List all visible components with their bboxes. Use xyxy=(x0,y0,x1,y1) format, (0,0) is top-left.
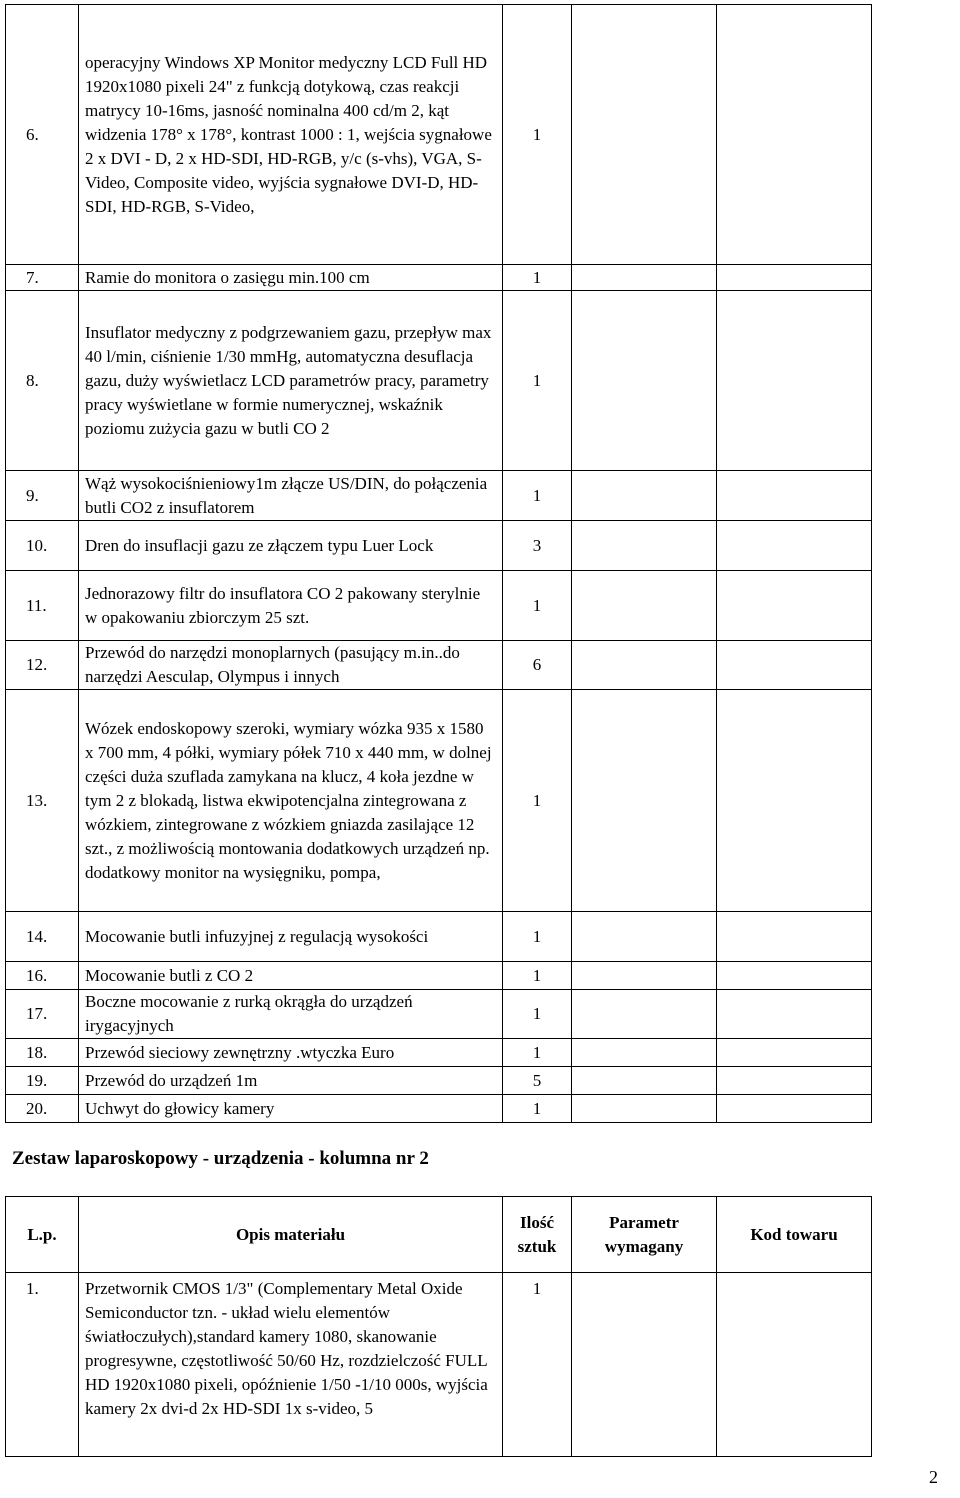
table-row xyxy=(6,1095,872,1123)
row-parameter xyxy=(572,471,717,521)
row-quantity: 1 xyxy=(503,912,572,962)
row-description: Mocowanie butli infuzyjnej z regulacją wysokości xyxy=(79,912,503,962)
table-row xyxy=(6,265,872,291)
row-number: 9. xyxy=(6,471,79,521)
row-description: Boczne mocowanie z rurką okrągła do urządzeń irygacyjnych xyxy=(79,990,503,1039)
row-code xyxy=(717,962,872,990)
row-description: operacyjny Windows XP Monitor medyczny LCD Full HD 1920x1080 pixeli 24" z funkcją dotykową, czas reakcji matrycy 10-16ms, jasność nominalna 400 cd/m 2, kąt widzenia 178° x 178°, kontrast 1000 : 1, wejścia sygnałowe 2 x DVI - D, 2 x HD-SDI, HD-RGB, y/c (s-vhs), VGA, S-Video, Composite video, wyjścia sygnałowe DVI-D, HD-SDI, HD-RGB, S-Video, xyxy=(79,5,503,265)
table-row xyxy=(6,471,872,521)
row-number: 11. xyxy=(6,571,79,641)
row-code xyxy=(717,1067,872,1095)
table-row xyxy=(6,962,872,990)
row-parameter xyxy=(572,1039,717,1067)
row-number: 17. xyxy=(6,990,79,1039)
header-lp: L.p. xyxy=(6,1197,79,1273)
row-quantity: 1 xyxy=(503,962,572,990)
row-quantity: 1 xyxy=(503,265,572,291)
row-quantity: 1 xyxy=(503,571,572,641)
row-quantity: 1 xyxy=(503,1095,572,1123)
table-row xyxy=(6,5,872,265)
row-number: 7. xyxy=(6,265,79,291)
row-parameter xyxy=(572,690,717,912)
row-quantity: 1 xyxy=(503,5,572,265)
row-quantity: 6 xyxy=(503,641,572,690)
row-parameter xyxy=(572,641,717,690)
row-parameter xyxy=(572,1067,717,1095)
table-row xyxy=(6,990,872,1039)
row-parameter xyxy=(572,571,717,641)
table-row xyxy=(6,1273,872,1457)
row-parameter xyxy=(572,5,717,265)
row-parameter xyxy=(572,1095,717,1123)
row-parameter xyxy=(572,521,717,571)
row-number: 19. xyxy=(6,1067,79,1095)
row-code xyxy=(717,521,872,571)
row-description: Dren do insuflacji gazu ze złączem typu Luer Lock xyxy=(79,521,503,571)
row-code xyxy=(717,690,872,912)
row-quantity: 3 xyxy=(503,521,572,571)
table-row xyxy=(6,1067,872,1095)
row-description: Ramie do monitora o zasięgu min.100 cm xyxy=(79,265,503,291)
row-code xyxy=(717,1273,872,1457)
row-number: 18. xyxy=(6,1039,79,1067)
row-number: 10. xyxy=(6,521,79,571)
devices-table xyxy=(5,1196,872,1457)
row-number: 12. xyxy=(6,641,79,690)
header-param: Parametr wymagany xyxy=(572,1197,717,1273)
row-quantity: 1 xyxy=(503,1039,572,1067)
row-description: Insuflator medyczny z podgrzewaniem gazu, przepływ max 40 l/min, ciśnienie 1/30 mmHg, automatyczna desuflacja gazu, duży wyświetlacz LCD parametrów pracy, parametry pracy wyświetlane w formie numerycznej, wskaźnik poziomu zużycia gazu w butli CO 2 xyxy=(79,291,503,471)
row-description: Wózek endoskopowy szeroki, wymiary wózka 935 x 1580 x 700 mm, 4 półki, wymiary półek 710 x 440 mm, w dolnej części duża szuflada zamykana na klucz, 4 koła jezdne w tym 2 z blokadą, listwa ekwipotencjalna zintegrowana z wózkiem, zintegrowane z wózkiem gniazda zasilające 12 szt., z możliwością montowania dodatkowych urządzeń np. dodatkowy monitor na wysięgniku, pompa, xyxy=(79,690,503,912)
row-code xyxy=(717,571,872,641)
row-quantity: 5 xyxy=(503,1067,572,1095)
row-quantity: 1 xyxy=(503,471,572,521)
table-row xyxy=(6,912,872,962)
row-code xyxy=(717,291,872,471)
row-parameter xyxy=(572,1273,717,1457)
row-number: 14. xyxy=(6,912,79,962)
row-description: Przewód do narzędzi monoplarnych (pasujący m.in..do narzędzi Aesculap, Olympus i innych xyxy=(79,641,503,690)
page-number: 2 xyxy=(929,1467,938,1487)
row-description: Przewód do urządzeń 1m xyxy=(79,1067,503,1095)
row-description: Wąż wysokociśnieniowy1m złącze US/DIN, do połączenia butli CO2 z insuflatorem xyxy=(79,471,503,521)
row-code xyxy=(717,990,872,1039)
row-number: 16. xyxy=(6,962,79,990)
row-number: 13. xyxy=(6,690,79,912)
row-code xyxy=(717,1039,872,1067)
row-description: Jednorazowy filtr do insuflatora CO 2 pakowany sterylnie w opakowaniu zbiorczym 25 szt. xyxy=(79,571,503,641)
table-header-row xyxy=(6,1197,872,1273)
row-quantity: 1 xyxy=(503,990,572,1039)
header-code: Kod towaru xyxy=(717,1197,872,1273)
row-number: 1. xyxy=(6,1273,79,1457)
row-code xyxy=(717,471,872,521)
row-code xyxy=(717,1095,872,1123)
section-title: Zestaw laparoskopowy - urządzenia - kolumna nr 2 xyxy=(12,1148,429,1169)
row-parameter xyxy=(572,912,717,962)
row-description: Przewód sieciowy zewnętrzny .wtyczka Euro xyxy=(79,1039,503,1067)
row-code xyxy=(717,912,872,962)
row-number: 8. xyxy=(6,291,79,471)
table-row xyxy=(6,641,872,690)
table-row xyxy=(6,690,872,912)
table-row xyxy=(6,571,872,641)
table-row xyxy=(6,1039,872,1067)
header-desc: Opis materiału xyxy=(79,1197,503,1273)
header-qty: Ilość sztuk xyxy=(503,1197,572,1273)
row-parameter xyxy=(572,990,717,1039)
row-parameter xyxy=(572,265,717,291)
row-parameter xyxy=(572,962,717,990)
table-row xyxy=(6,291,872,471)
row-number: 20. xyxy=(6,1095,79,1123)
items-table xyxy=(5,4,872,1123)
row-number: 6. xyxy=(6,5,79,265)
row-code xyxy=(717,5,872,265)
row-parameter xyxy=(572,291,717,471)
row-quantity: 1 xyxy=(503,291,572,471)
row-description: Przetwornik CMOS 1/3" (Complementary Metal Oxide Semiconductor tzn. - układ wielu elementów światłoczułych),standard kamery 1080, skanowanie progresywne, częstotliwość 50/60 Hz, rozdzielczość FULL HD 1920x1080 pixeli, opóźnienie 1/50 -1/10 000s, wyjścia kamery 2x dvi-d 2x HD-SDI 1x s-video, 5 xyxy=(79,1273,503,1457)
row-description: Uchwyt do głowicy kamery xyxy=(79,1095,503,1123)
row-quantity: 1 xyxy=(503,1273,572,1457)
row-description: Mocowanie butli z CO 2 xyxy=(79,962,503,990)
table-row xyxy=(6,521,872,571)
row-code xyxy=(717,265,872,291)
row-code xyxy=(717,641,872,690)
row-quantity: 1 xyxy=(503,690,572,912)
